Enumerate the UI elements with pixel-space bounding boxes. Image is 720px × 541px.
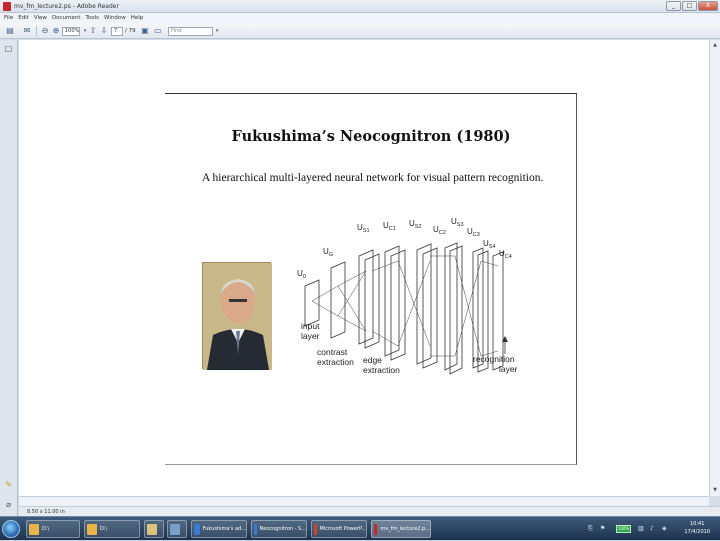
vertical-scrollbar[interactable]: [709, 40, 720, 496]
input-plane: [305, 280, 319, 326]
clock-time: 10:41: [689, 521, 705, 527]
security-icon[interactable]: ◈: [662, 525, 667, 532]
taskbar-item-browser-2[interactable]: Neocognitron - S...: [251, 520, 307, 538]
taskbar-item-reader[interactable]: mv_fm_lecture2.p...: [371, 520, 431, 538]
bookmarks-icon[interactable]: ✎: [5, 480, 12, 489]
adobe-reader-icon: [374, 524, 377, 535]
input-layer-label-1: input: [301, 321, 320, 331]
browser-icon: [254, 524, 257, 535]
contrast-label-1: contrast: [317, 347, 348, 357]
slide-page: [165, 93, 577, 465]
flag-icon[interactable]: ⚑: [600, 525, 606, 532]
browser-icon: [194, 524, 200, 535]
close-button[interactable]: X: [698, 1, 718, 11]
window-title: mv_fm_lecture2.ps - Adobe Reader: [14, 3, 119, 10]
taskbar-item-explorer-2[interactable]: D:\: [84, 520, 140, 538]
menu-bar: [0, 13, 720, 23]
label-u0: $U_0$: [297, 269, 306, 280]
label-uc3: $U_{C3}$: [467, 227, 480, 238]
volume-icon[interactable]: ♪: [650, 525, 654, 532]
toolbar-divider: [36, 26, 37, 36]
maximize-button[interactable]: □: [682, 1, 697, 11]
find-options-icon[interactable]: ▾: [215, 28, 219, 34]
chevron-down-icon[interactable]: ▾: [83, 28, 87, 34]
clock-date: 17/4/2010: [684, 529, 710, 535]
menu-file[interactable]: File: [4, 15, 14, 21]
folder-icon: [87, 524, 97, 535]
label-us3: $U_{S3}$: [451, 217, 464, 228]
page-up-icon[interactable]: ⇧: [89, 26, 97, 35]
zoom-out-icon[interactable]: ⊖: [41, 26, 49, 35]
powerpoint-icon: [314, 524, 317, 535]
save-icon[interactable]: ▣: [141, 26, 149, 35]
zoom-field[interactable]: 100%: [62, 27, 80, 36]
edge-label-2: extraction: [363, 365, 400, 375]
pages-panel-icon[interactable]: ▢: [4, 44, 13, 53]
minimize-button[interactable]: _: [666, 1, 681, 11]
navigation-panel: [0, 40, 18, 516]
recognition-label-2: layer: [499, 364, 518, 374]
menu-edit[interactable]: Edit: [18, 15, 29, 21]
app-icon: [147, 524, 157, 535]
taskbar-item-powerpoint[interactable]: Microsoft PowerP...: [311, 520, 367, 538]
ug-plane: [331, 262, 345, 338]
portrait-photo: [202, 262, 271, 369]
recognition-label-1: recognition: [473, 354, 515, 364]
stage-labels: [301, 321, 518, 375]
network-icon[interactable]: ▥: [638, 525, 644, 532]
attachments-icon[interactable]: ⌀: [6, 500, 11, 509]
menu-window[interactable]: Window: [104, 15, 126, 21]
system-tray: [580, 517, 720, 541]
menu-view[interactable]: View: [33, 15, 47, 21]
adobe-reader-icon: [3, 2, 11, 11]
horizontal-scrollbar[interactable]: [19, 496, 709, 506]
label-us2: $U_{S2}$: [409, 219, 422, 230]
start-button[interactable]: [2, 520, 20, 538]
scroll-down-icon[interactable]: ▼: [713, 487, 717, 493]
taskbar: [0, 516, 720, 540]
zoom-in-icon[interactable]: ⊕: [52, 26, 60, 35]
app-icon: [170, 524, 180, 535]
taskbar-item-browser-1[interactable]: Fukushima's ad...: [191, 520, 247, 538]
label-ug: $U_G$: [323, 247, 334, 258]
menu-document[interactable]: Document: [51, 15, 81, 21]
print-icon[interactable]: ▤: [6, 26, 14, 35]
toolbar: [0, 23, 720, 39]
contrast-label-2: extraction: [317, 357, 354, 367]
folder-icon: [29, 524, 39, 535]
neocognitron-diagram: [295, 216, 555, 416]
slide-subtitle: A hierarchical multi-layered neural network for visual pattern recognition.: [202, 172, 544, 184]
portrait-image: [203, 263, 272, 370]
taskbar-item-explorer-1[interactable]: D:\: [26, 520, 80, 538]
title-bar[interactable]: [0, 0, 720, 13]
edge-label-1: edge: [363, 355, 382, 365]
status-bar: [19, 506, 720, 516]
page-down-icon[interactable]: ⇩: [100, 26, 108, 35]
label-uc1: $U_{C1}$: [383, 221, 396, 232]
email-icon[interactable]: ✉: [23, 26, 31, 35]
language-icon[interactable]: ⎘: [588, 525, 593, 532]
label-uc4: $U_{C4}$: [499, 249, 512, 260]
label-us4: $U_{S4}$: [483, 239, 496, 250]
clock[interactable]: [684, 520, 710, 536]
page-size-readout: 8.50 x 11.00 in: [27, 509, 65, 515]
scroll-up-icon[interactable]: ▲: [713, 42, 717, 48]
layer-labels: [297, 217, 512, 280]
label-us1: $U_{S1}$: [357, 223, 370, 234]
taskbar-item-app-4[interactable]: [167, 520, 187, 538]
taskbar-item-app-3[interactable]: [144, 520, 164, 538]
battery-indicator[interactable]: 100%: [617, 526, 630, 531]
fit-page-icon[interactable]: ▭: [154, 26, 162, 35]
menu-help[interactable]: Help: [130, 15, 144, 21]
find-input[interactable]: Find: [168, 27, 213, 36]
slide-title: Fukushima’s Neocognitron (1980): [231, 128, 511, 145]
input-layer-label-2: layer: [301, 331, 320, 341]
page-total: / 79: [125, 28, 136, 34]
label-uc2: $U_{C2}$: [433, 225, 446, 236]
page-number-field[interactable]: 7: [111, 27, 123, 36]
menu-tools[interactable]: Tools: [85, 15, 99, 21]
